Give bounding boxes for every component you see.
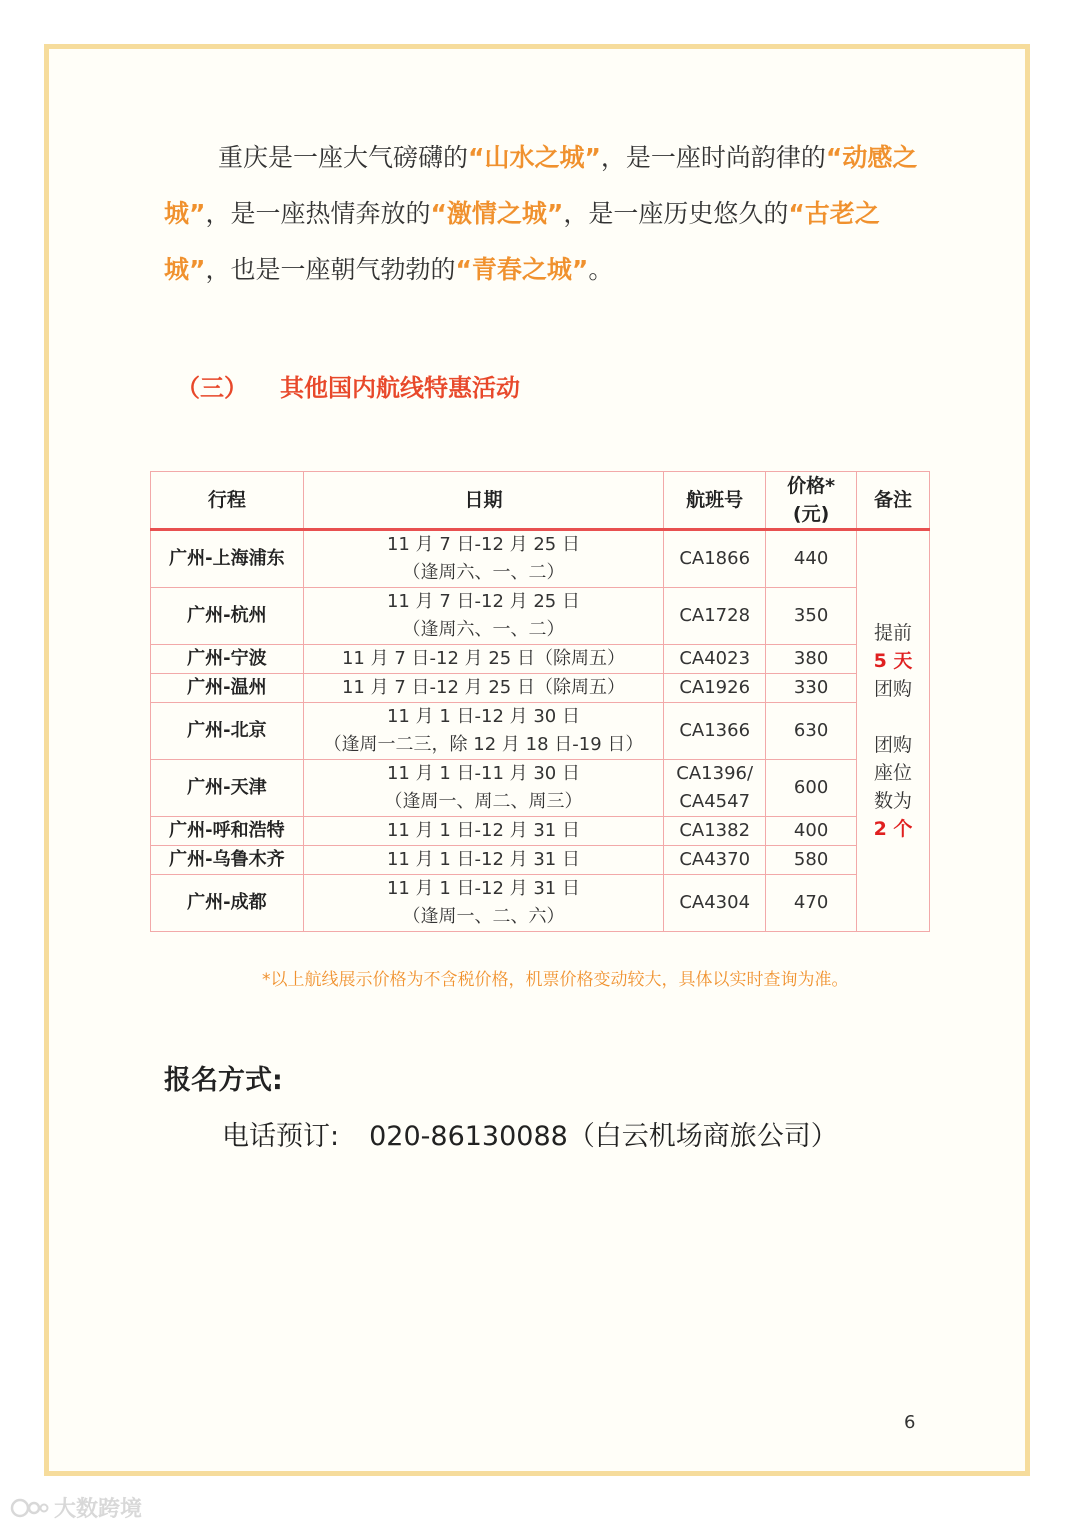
note-line: 提前 — [874, 622, 913, 644]
phone-number[interactable]: 020-86130088（白云机场商旅公司） — [369, 1121, 838, 1152]
route-cell: 广州-宁波 — [151, 645, 304, 674]
note-line: 团购 — [874, 678, 913, 700]
section-number: （三） — [176, 374, 248, 402]
flight-cell: CA4023 — [664, 645, 766, 674]
flight-cell: CA4370 — [664, 846, 766, 875]
note-spacer — [857, 703, 929, 731]
note-days-highlight: 5 天 — [873, 650, 913, 672]
route-cell: 广州-上海浦东 — [151, 530, 304, 588]
price-cell: 470 — [766, 875, 857, 932]
table-row — [151, 875, 930, 932]
flight-cell: CA4304 — [664, 875, 766, 932]
price-cell: 400 — [766, 817, 857, 846]
watermark-logo-icon — [10, 1497, 50, 1519]
note-line: 数为 — [874, 790, 913, 812]
flight-cell: CA1728 — [664, 588, 766, 645]
date-range: 11 月 7 日-12 月 25 日 — [386, 591, 580, 612]
date-range: 11 月 1 日-11 月 30 日 — [386, 763, 580, 784]
date-cell: 11 月 7 日-12 月 25 日（除周五） — [303, 674, 663, 703]
route-cell: 广州-北京 — [151, 703, 304, 760]
date-cell — [303, 875, 663, 932]
date-range: 11 月 1 日-12 月 30 日 — [386, 706, 580, 727]
date-days: （逢周一、二、六） — [402, 906, 565, 927]
flights-table — [150, 471, 930, 932]
intro-highlight: “山水之城” — [468, 143, 601, 172]
date-cell — [303, 588, 663, 645]
flight-cell: CA1382 — [664, 817, 766, 846]
date-days: （逢周六、一、二） — [402, 619, 565, 640]
intro-seg: ，是一座热情奔放的 — [205, 199, 431, 228]
flight-number: CA1396/ — [676, 763, 754, 784]
date-cell: 11 月 1 日-12 月 31 日 — [303, 846, 663, 875]
flight-cell: CA1366 — [664, 703, 766, 760]
intro-seg: 重庆是一座大气磅礴的 — [218, 143, 469, 172]
intro-highlight: “激情之城” — [430, 199, 564, 228]
section-heading — [176, 368, 520, 403]
header-route: 行程 — [151, 472, 304, 530]
section-title: 其他国内航线特惠活动 — [280, 374, 520, 402]
route-cell: 广州-乌鲁木齐 — [151, 846, 304, 875]
price-cell: 440 — [766, 530, 857, 588]
price-cell: 380 — [766, 645, 857, 674]
date-cell — [303, 760, 663, 817]
watermark-text: 大数跨境 — [54, 1497, 143, 1522]
date-range: 11 月 7 日-12 月 25 日 — [386, 534, 580, 555]
intro-highlight: “古老之城” — [164, 199, 880, 284]
phone-label: 电话预订: — [222, 1121, 340, 1152]
intro-paragraph — [164, 130, 924, 298]
date-cell: 11 月 7 日-12 月 25 日（除周五） — [303, 645, 663, 674]
flight-number: CA4547 — [679, 791, 751, 812]
route-cell: 广州-天津 — [151, 760, 304, 817]
header-price-unit: (元) — [792, 503, 830, 525]
header-date: 日期 — [303, 472, 663, 530]
route-cell: 广州-呼和浩特 — [151, 817, 304, 846]
watermark — [10, 1492, 142, 1523]
date-days: （逢周六、一、二） — [402, 562, 565, 583]
flight-cell: CA1866 — [664, 530, 766, 588]
date-cell: 11 月 1 日-12 月 31 日 — [303, 817, 663, 846]
page-number: 6 — [904, 1412, 916, 1433]
price-cell: 600 — [766, 760, 857, 817]
intro-seg: ，是一座时尚韵律的 — [600, 143, 826, 172]
route-cell: 广州-杭州 — [151, 588, 304, 645]
table-row — [151, 530, 930, 588]
table-row — [151, 645, 930, 674]
price-cell: 630 — [766, 703, 857, 760]
flight-cell — [664, 760, 766, 817]
price-cell: 330 — [766, 674, 857, 703]
table-row — [151, 588, 930, 645]
note-seats-highlight: 2 个 — [873, 818, 913, 840]
flight-cell: CA1926 — [664, 674, 766, 703]
table-header-row — [151, 472, 930, 530]
signup-heading: 报名方式: — [164, 1065, 283, 1096]
date-cell — [303, 530, 663, 588]
table-row — [151, 703, 930, 760]
header-flight: 航班号 — [664, 472, 766, 530]
table-row — [151, 674, 930, 703]
header-price-label: 价格* — [787, 475, 836, 497]
note-line: 座位 — [874, 762, 913, 784]
date-days: （逢周一二三，除 12 月 18 日-19 日） — [323, 734, 644, 755]
table-row — [151, 817, 930, 846]
intro-highlight: “动感之城” — [164, 143, 918, 228]
price-footnote: *以上航线展示价格为不含税价格，机票价格变动较大，具体以实时查询为准。 — [262, 970, 849, 990]
price-cell: 580 — [766, 846, 857, 875]
header-price — [766, 472, 857, 530]
route-cell: 广州-温州 — [151, 674, 304, 703]
table-row — [151, 846, 930, 875]
date-cell — [303, 703, 663, 760]
route-cell: 广州-成都 — [151, 875, 304, 932]
date-days: （逢周一、周二、周三） — [384, 791, 583, 812]
price-cell: 350 — [766, 588, 857, 645]
date-range: 11 月 1 日-12 月 31 日 — [386, 878, 580, 899]
table-row — [151, 760, 930, 817]
note-line: 团购 — [874, 734, 913, 756]
intro-highlight: “青春之城” — [455, 255, 589, 284]
intro-seg: ，是一座历史悠久的 — [563, 199, 789, 228]
note-cell — [857, 530, 930, 932]
intro-seg: ，也是一座朝气勃勃的 — [205, 255, 456, 284]
intro-seg: 。 — [588, 255, 614, 284]
header-note: 备注 — [857, 472, 930, 530]
signup-phone-line — [222, 1114, 838, 1153]
